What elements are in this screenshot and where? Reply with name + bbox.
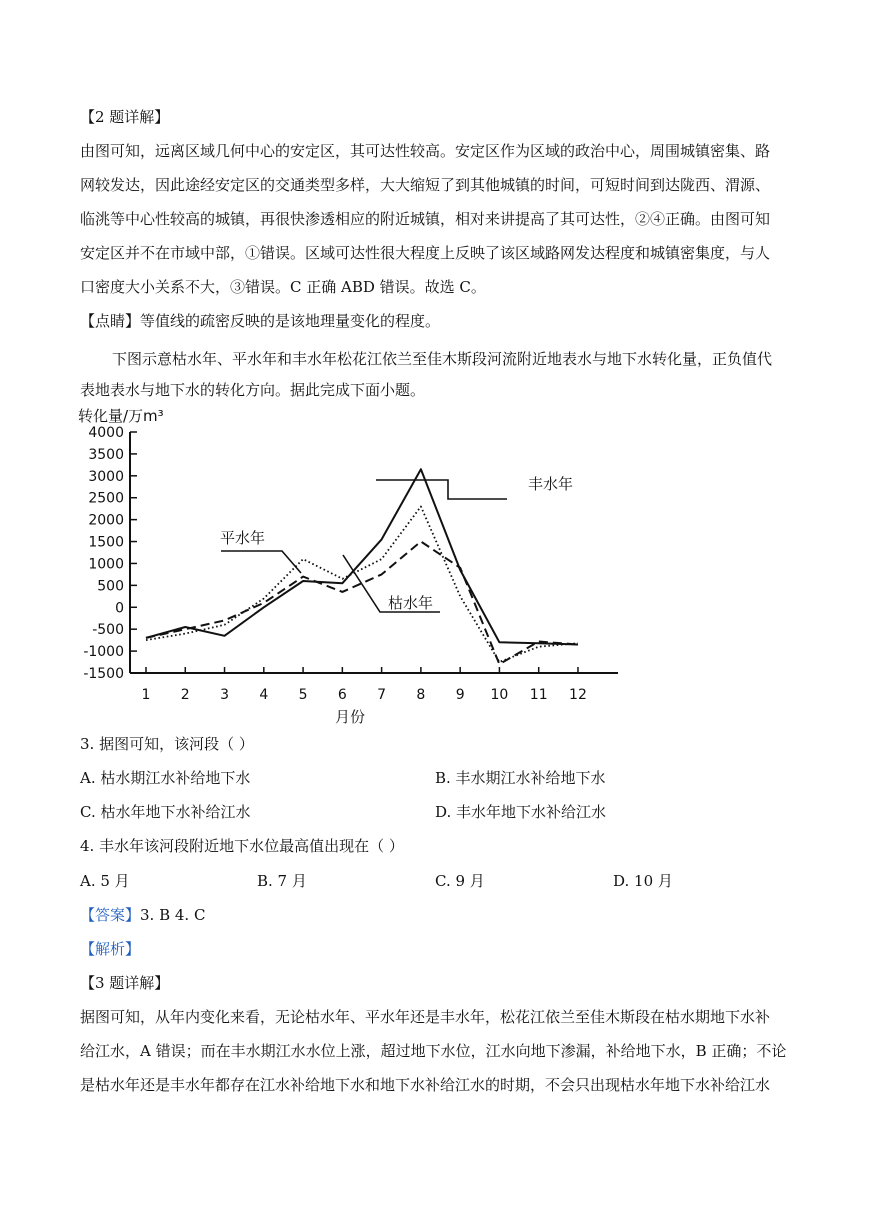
callout-high-flow: [376, 480, 507, 499]
x-tick-label: 11: [529, 687, 548, 703]
answer-line: [80, 905, 800, 925]
paragraph-line: 据图可知，从年内变化来看，无论枯水年、平水年还是丰水年，松花江依兰至佳木斯段在枯水期地下水补: [80, 1008, 771, 1026]
y-tick-label: 2500: [88, 490, 124, 507]
answer-value: 3. B 4. C: [140, 906, 206, 924]
question-4: 4. 丰水年该河段附近地下水位最高值出现在（ ）: [80, 837, 404, 855]
paragraph-line: 给江水，A 错误；而在丰水期江水水位上涨，超过地下水位，江水向地下渗漏，补给地下水，B 正确；不论: [80, 1042, 787, 1060]
x-tick-label: 10: [490, 687, 509, 703]
q4-option-b[interactable]: B. 7 月: [257, 872, 307, 890]
q4-option-d[interactable]: D. 10 月: [613, 872, 673, 890]
y-tick-label: 4000: [88, 425, 124, 441]
q3-option-a[interactable]: A. 枯水期江水补给地下水: [80, 769, 251, 787]
answer-tag: 【答案】: [80, 906, 141, 924]
section-heading-q3: 【3 题详解】: [80, 974, 170, 992]
y-tick-label: -500: [92, 622, 124, 639]
y-axis-label: 转化量/万m³: [78, 407, 164, 425]
section-heading-q2: 【2 题详解】: [80, 108, 170, 126]
y-tick-label: 3500: [88, 446, 124, 463]
y-tick-label: -1000: [83, 644, 124, 661]
x-tick-label: 2: [180, 687, 190, 703]
analysis-tag: 【解析】: [80, 940, 141, 958]
x-tick-label: 7: [377, 687, 387, 703]
series-label-low-flow: 枯水年: [388, 594, 434, 612]
y-tick-label: 0: [115, 600, 124, 617]
intro-line: 表地表水与地下水的转化方向。据此完成下面小题。: [80, 381, 426, 399]
paragraph-line: 口密度大小关系不大，③错误。C 正确 ABD 错误。故选 C。: [80, 278, 486, 296]
x-tick-label: 3: [220, 687, 230, 703]
intro-line: 下图示意枯水年、平水年和丰水年松花江依兰至佳木斯段河流附近地表水与地下水转化量，正负值代: [112, 350, 773, 368]
series-label-normal-flow: 平水年: [220, 529, 266, 547]
q4-option-a[interactable]: A. 5 月: [80, 872, 130, 890]
q3-option-d[interactable]: D. 丰水年地下水补给江水: [435, 803, 607, 821]
q3-option-b[interactable]: B. 丰水期江水补给地下水: [435, 769, 606, 787]
y-tick-label: -1500: [83, 666, 124, 682]
q3-option-c[interactable]: C. 枯水年地下水补给江水: [80, 803, 251, 821]
y-tick-label: 3000: [88, 468, 124, 485]
question-3: 3. 据图可知，该河段（ ）: [80, 735, 254, 753]
y-tick-label: 1500: [88, 534, 124, 551]
series-label-high-flow: 丰水年: [528, 475, 574, 493]
paragraph-line: 网较发达，因此途经安定区的交通类型多样，大大缩短了到其他城镇的时间，可短时间到达陇西、渭源、: [80, 176, 771, 194]
y-tick-label: 2000: [88, 512, 124, 529]
x-tick-label: 1: [141, 687, 151, 703]
x-axis-label: 月份: [334, 708, 366, 726]
tip-line: 【点睛】等值线的疏密反映的是该地理量变化的程度。: [80, 312, 441, 330]
x-tick-label: 8: [416, 687, 426, 703]
x-tick-label: 12: [569, 687, 587, 703]
y-tick-label: 1000: [88, 556, 124, 573]
x-tick-label: 4: [259, 687, 269, 703]
x-tick-label: 6: [337, 687, 347, 703]
series-line-high-flow: [146, 469, 578, 644]
paragraph-line: 临洮等中心性较高的城镇，再很快渗透相应的附近城镇，相对来讲提高了其可达性，②④正确。由图可知: [80, 210, 771, 228]
paragraph-line: 安定区并不在市域中部，①错误。区域可达性很大程度上反映了该区域路网发达程度和城镇密集度，与人: [80, 244, 771, 262]
callout-normal-flow: [221, 551, 301, 573]
water-conversion-chart: [70, 402, 630, 732]
paragraph-line: 是枯水年还是丰水年都存在江水补给地下水和地下水补给江水的时期，不会只出现枯水年地下水补给江水: [80, 1076, 771, 1094]
x-tick-label: 9: [455, 687, 465, 703]
y-tick-label: 500: [97, 578, 124, 595]
x-tick-label: 5: [298, 687, 308, 703]
q4-option-c[interactable]: C. 9 月: [435, 872, 485, 890]
paragraph-line: 由图可知，远离区域几何中心的安定区，其可达性较高。安定区作为区域的政治中心，周围城镇密集、路: [80, 142, 771, 160]
